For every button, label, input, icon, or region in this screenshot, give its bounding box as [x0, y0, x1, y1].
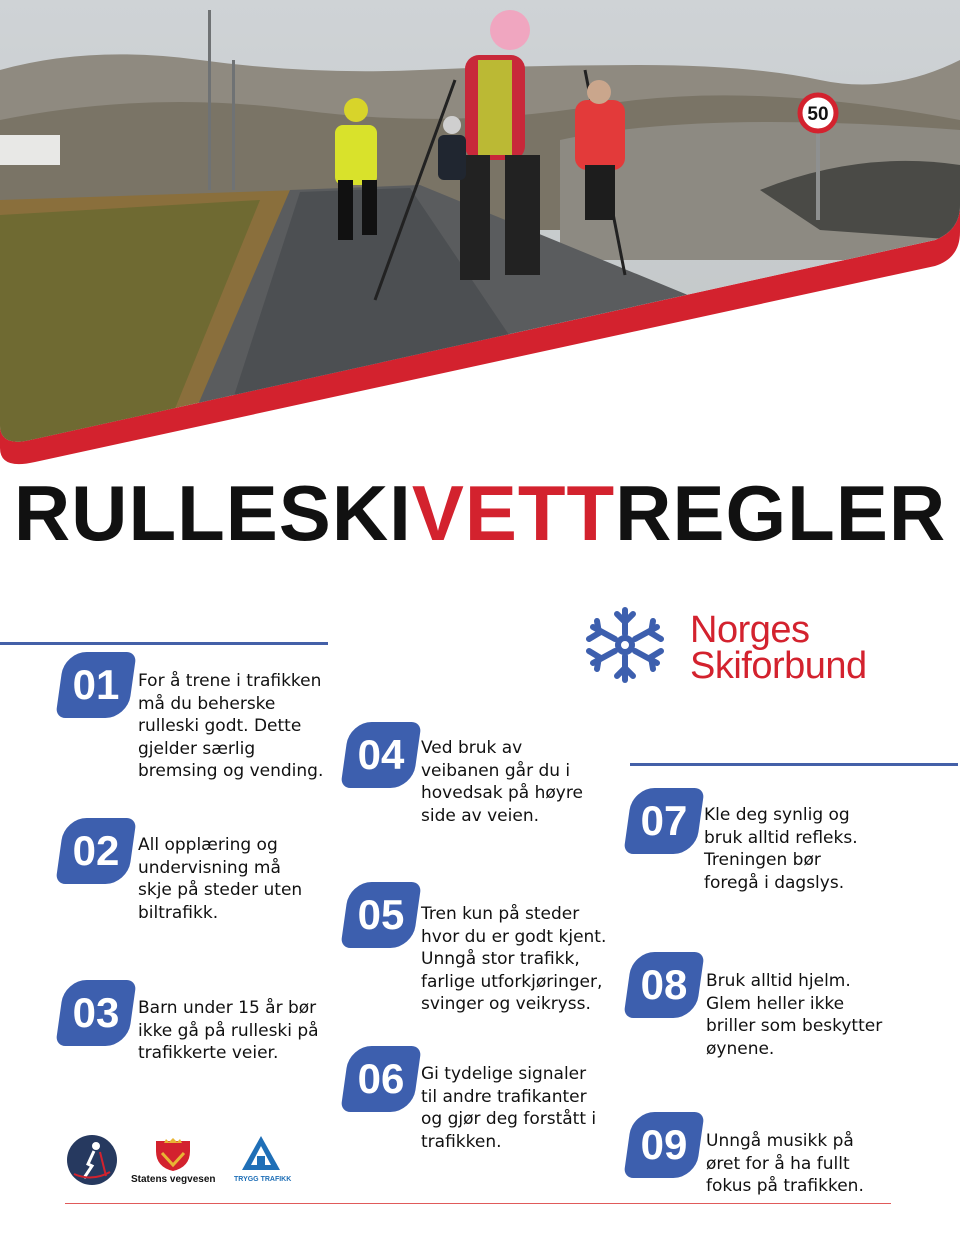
rule-03-badge	[55, 980, 136, 1046]
rule-08-badge	[623, 952, 704, 1018]
rule-06-badge	[340, 1046, 421, 1112]
rule-06-line: og gjør deg forstått i	[421, 1109, 597, 1129]
rule-03-line: trafikkerte veier.	[138, 1043, 279, 1063]
statens-vegvesen-caption: Statens vegvesen	[131, 1174, 216, 1185]
rule-04-text	[421, 737, 583, 827]
rule-05-badge	[340, 882, 421, 948]
rule-09-number: 09	[640, 1121, 688, 1168]
skier-logo	[66, 1134, 118, 1186]
speed-sign-value: 50	[807, 104, 829, 125]
footer-divider	[65, 1203, 891, 1204]
rule-04-badge	[340, 722, 421, 788]
rule-01-number: 01	[72, 661, 120, 708]
rule-07-line: Treningen bør	[704, 850, 821, 870]
rule-05-line: svinger og veikryss.	[421, 994, 591, 1014]
rule-03-line: ikke gå på rulleski på	[138, 1020, 319, 1041]
rule-02-number: 02	[72, 827, 120, 874]
brand-line-1: Norges	[690, 609, 810, 651]
rule-07-line: bruk alltid refleks.	[704, 827, 858, 848]
snowflake-icon	[585, 606, 665, 684]
rule-01-line: gjelder særlig	[138, 738, 256, 759]
rule-04-number: 04	[357, 731, 405, 778]
rule-08-line: Bruk alltid hjelm.	[706, 971, 851, 991]
rule-05-line: farlige utforkjøringer,	[421, 971, 603, 992]
rule-07-line: Kle deg synlig og	[704, 805, 850, 825]
column-3-rule	[630, 763, 958, 766]
title-part-vett: VETT	[411, 469, 616, 557]
rule-05-line: Tren kun på steder	[421, 904, 580, 924]
rule-02-line: biltrafikk.	[138, 902, 219, 923]
rule-08-line: briller som beskytter	[706, 1016, 883, 1036]
rule-08-text	[706, 970, 882, 1060]
rule-09-badge	[623, 1112, 704, 1178]
rule-08-number: 08	[640, 961, 688, 1008]
statens-vegvesen-logo	[152, 1137, 194, 1173]
rule-06-text	[421, 1063, 596, 1153]
rule-07-text	[704, 804, 858, 894]
rule-09-line: fokus på trafikken.	[706, 1176, 864, 1196]
rule-03-number: 03	[72, 989, 120, 1036]
rule-05-number: 05	[357, 891, 405, 938]
rule-06-number: 06	[357, 1055, 405, 1102]
rule-01-line: rulleski godt. Dette	[138, 716, 302, 736]
page-title	[0, 468, 960, 558]
trygg-trafikk-caption: TRYGG TRAFIKK	[234, 1176, 292, 1183]
rule-04-line: Ved bruk av	[421, 738, 523, 758]
rule-07-badge	[623, 788, 704, 854]
rule-09-line: Unngå musikk på	[706, 1131, 854, 1151]
brand-line-2: Skiforbund	[690, 645, 867, 687]
rule-08-line: Glem heller ikke	[706, 993, 845, 1014]
column-1-rule	[0, 642, 328, 645]
rule-03-line: Barn under 15 år bør	[138, 998, 317, 1018]
rule-05-text	[421, 903, 606, 1016]
rule-03-text	[138, 997, 319, 1065]
rule-04-line: hovedsak på høyre	[421, 783, 583, 803]
brand-name	[690, 609, 867, 687]
rule-01-line: må du beherske	[138, 693, 276, 714]
title-part-rulleski: RULLESKI	[13, 469, 412, 557]
rule-02-text	[138, 834, 302, 924]
rule-01-badge	[55, 652, 136, 718]
rule-01-line: For å trene i trafikken	[138, 671, 322, 691]
rule-04-line: side av veien.	[421, 805, 539, 826]
rule-06-line: trafikken.	[421, 1131, 502, 1152]
rule-02-line: All opplæring og	[138, 835, 278, 855]
hero-photo	[0, 0, 960, 470]
rule-02-line: skje på steder uten	[138, 880, 303, 900]
rule-08-line: øynene.	[706, 1038, 775, 1059]
rule-02-badge	[55, 818, 136, 884]
rule-05-line: hvor du er godt kjent.	[421, 926, 607, 947]
rule-01-line: bremsing og vending.	[138, 761, 324, 781]
title-part-regler: REGLER	[615, 469, 947, 557]
trygg-trafikk-logo	[240, 1134, 282, 1174]
rule-02-line: undervisning må	[138, 857, 281, 878]
rule-05-line: Unngå stor trafikk,	[421, 949, 580, 969]
rule-04-line: veibanen går du i	[421, 760, 571, 781]
rule-06-line: Gi tydelige signaler	[421, 1064, 587, 1084]
rule-06-line: til andre trafikanter	[421, 1086, 587, 1107]
rule-01-text	[138, 670, 323, 783]
rule-09-line: øret for å ha fullt	[706, 1153, 850, 1174]
rule-07-line: foregå i dagslys.	[704, 872, 845, 893]
rule-09-text	[706, 1130, 864, 1198]
rule-07-number: 07	[640, 797, 688, 844]
